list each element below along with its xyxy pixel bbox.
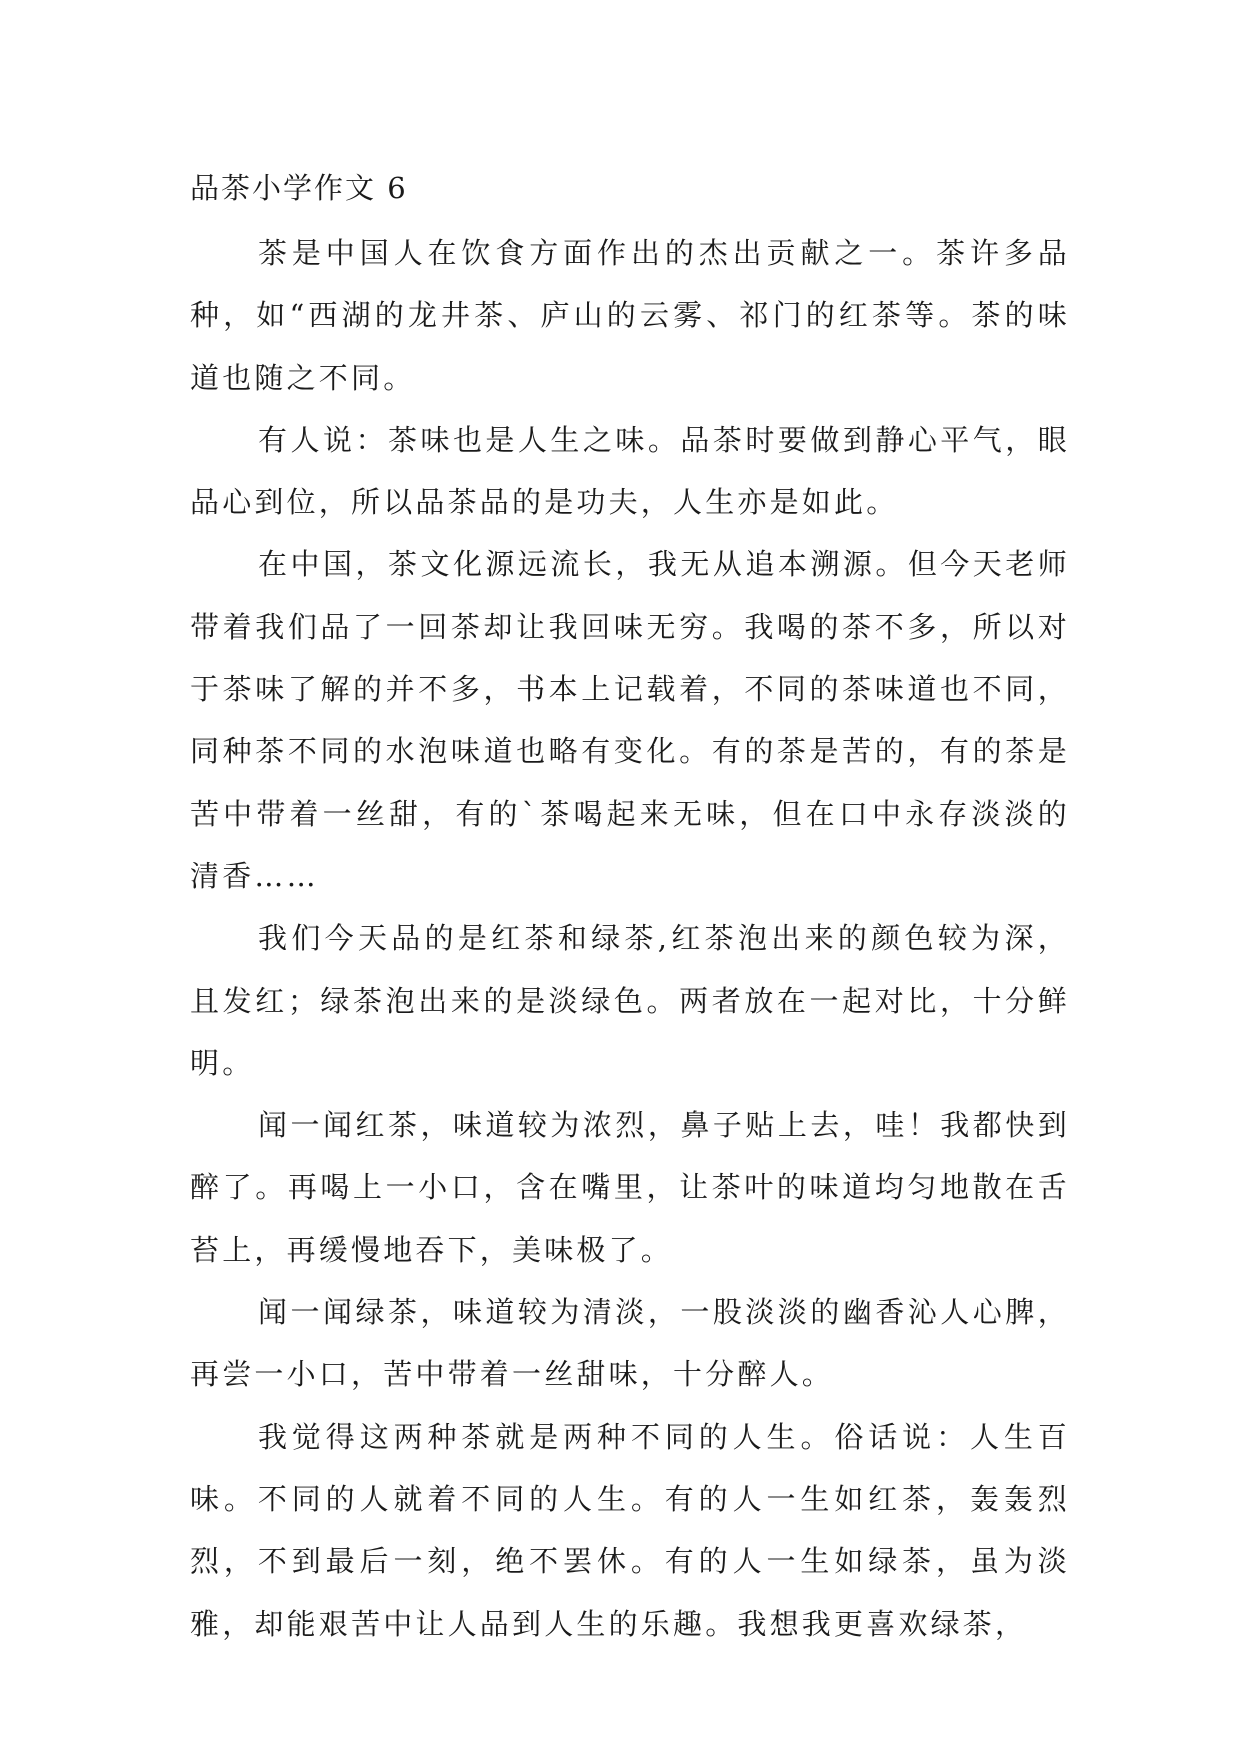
paragraph-4: 我们今天品的是红茶和绿茶,红茶泡出来的颜色较为深，且发红；绿茶泡出来的是淡绿色。两者放在一起对比，十分鲜明。 [190, 921, 1070, 1080]
paragraph-5: 闻一闻红茶，味道较为浓烈，鼻子贴上去，哇！我都快到醉了。再喝上一小口，含在嘴里，让茶叶的味道均匀地散在舌苔上，再缓慢地吞下，美味极了。 [190, 1108, 1070, 1267]
paragraph-2: 有人说：茶味也是人生之味。品茶时要做到静心平气，眼品心到位，所以品茶品的是功夫，人生亦是如此。 [190, 422, 1070, 520]
document-title: 品茶小学作文 6 [190, 171, 408, 205]
document-page [190, 160, 1070, 1655]
paragraph-3: 在中国，茶文化源远流长，我无从追本溯源。但今天老师带着我们品了一回茶却让我回味无穷。我喝的茶不多，所以对于茶味了解的并不多，书本上记载着，不同的茶味道也不同，同种茶不同的水泡味道也略有变化。有的茶是苦的，有的茶是苦中带着一丝甜，有的`茶喝起来无味，但在口中永存淡淡的清香…… [190, 547, 1070, 893]
paragraph-7: 我觉得这两种茶就是两种不同的人生。俗话说：人生百味。不同的人就着不同的人生。有的人一生如红茶，轰轰烈烈，不到最后一刻，绝不罢休。有的人一生如绿茶，虽为淡雅，却能艰苦中让人品到人生的乐趣。我想我更喜欢绿茶， [190, 1419, 1070, 1641]
paragraph-6: 闻一闻绿茶，味道较为清淡，一股淡淡的幽香沁人心脾，再尝一小口，苦中带着一丝甜味，十分醉人。 [190, 1295, 1070, 1392]
paragraph-1: 茶是中国人在饮食方面作出的杰出贡献之一。茶许多品种，如“西湖的龙井茶、庐山的云雾、祁门的红茶等。茶的味道也随之不同。 [190, 236, 1070, 395]
